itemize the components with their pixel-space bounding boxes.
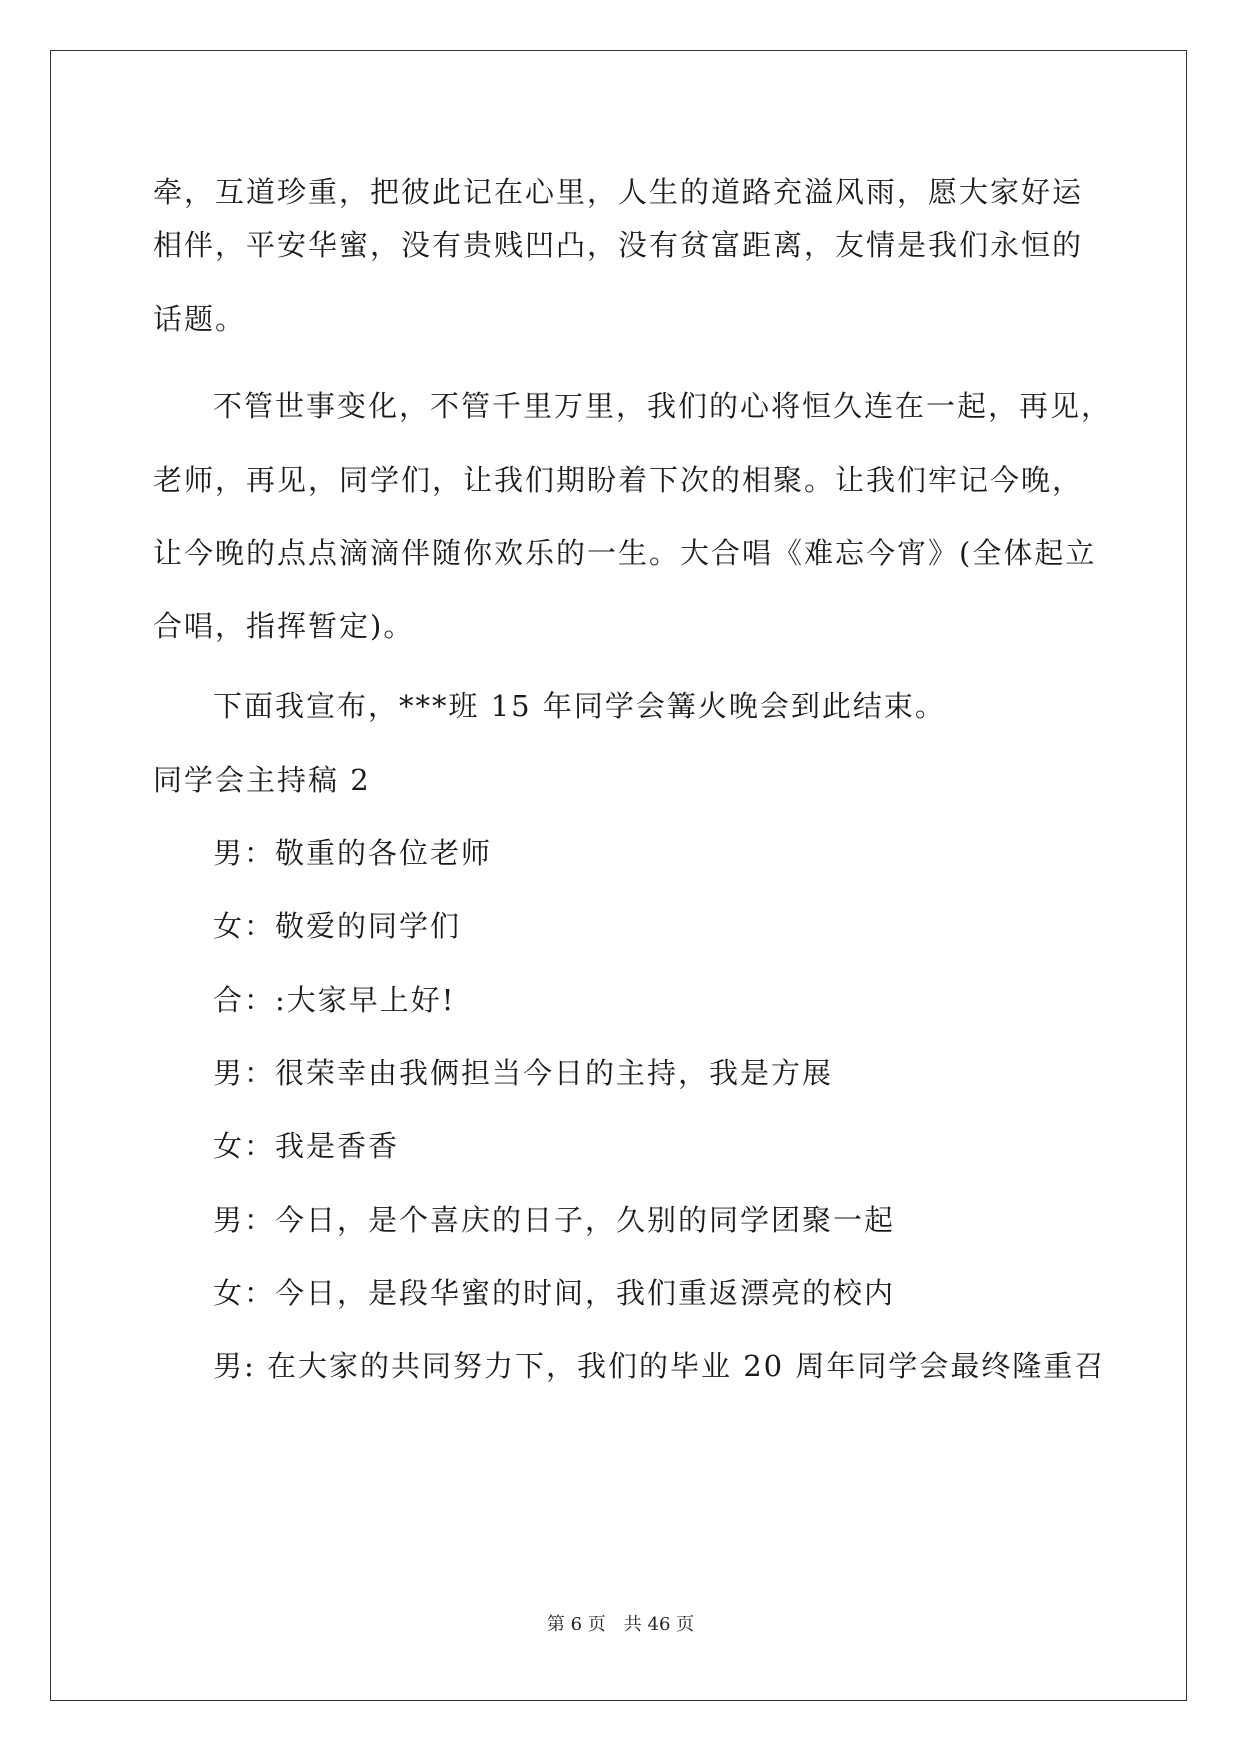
text-line: 话题。	[153, 302, 247, 336]
text-line: 相伴，平安华蜜，没有贵贱凹凸，没有贫富距离，友情是我们永恒的	[153, 228, 1084, 262]
text-line: 牵，互道珍重，把彼此记在心里，人生的道路充溢风雨，愿大家好运	[153, 175, 1084, 209]
text-line: 男：今日，是个喜庆的日子，久别的同学团聚一起	[213, 1203, 896, 1237]
section-heading: 同学会主持稿 2	[153, 763, 371, 797]
page-border	[50, 50, 1187, 1701]
text-line: 合：:大家早上好!	[213, 983, 456, 1017]
text-line: 不管世事变化，不管千里万里，我们的心将恒久连在一起，再见，	[213, 389, 1113, 423]
text-line: 女：今日，是段华蜜的时间，我们重返漂亮的校内	[213, 1276, 896, 1310]
text-line: 下面我宣布，***班 15 年同学会篝火晚会到此结束。	[213, 689, 946, 723]
text-line: 合唱，指挥暂定)。	[153, 609, 415, 643]
text-line: 老师，再见，同学们，让我们期盼着下次的相聚。让我们牢记今晚，	[153, 463, 1084, 497]
text-line: 男：敬重的各位老师	[213, 836, 493, 870]
text-line: 让今晚的点点滴滴伴随你欢乐的一生。大合唱《难忘今宵》(全体起立	[153, 536, 1097, 570]
text-line: 男: 在大家的共同努力下，我们的毕业 20 周年同学会最终隆重召	[213, 1349, 1106, 1383]
text-line: 女：敬爱的同学们	[213, 909, 462, 943]
text-line: 男：很荣幸由我俩担当今日的主持，我是方展	[213, 1056, 834, 1090]
text-line: 女：我是香香	[213, 1129, 400, 1163]
page-number-footer: 第 6 页 共 46 页	[546, 1614, 695, 1635]
